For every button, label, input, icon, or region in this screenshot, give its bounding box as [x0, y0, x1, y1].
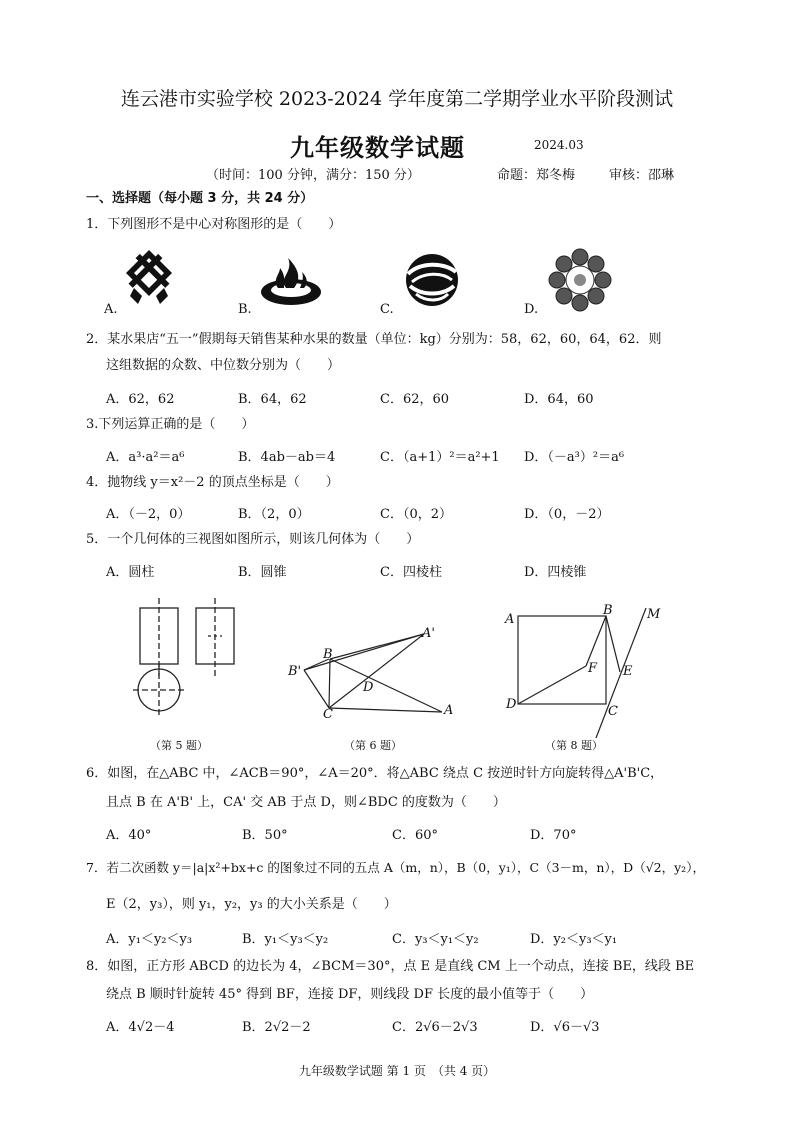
- q5-option-d: D．四棱锥: [524, 565, 587, 580]
- q5-option-b: B．圆锥: [238, 565, 287, 580]
- fig8-label-c: C: [608, 704, 618, 719]
- q7-option-d: D．y₂＜y₃＜y₁: [530, 932, 618, 947]
- fig6-label-c: C: [323, 707, 333, 722]
- fig8-label-d: D: [506, 697, 517, 712]
- q6-option-b: B．50°: [242, 828, 288, 843]
- q6-stem-line1: 6．如图，在△ABC 中，∠ACB＝90°，∠A＝20°．将△ABC 绕点 C 按逆时针方向旋转得△A'B'C，: [86, 766, 664, 781]
- exam-title: 连云港市实验学校 2023-2024 学年度第二学期学业水平阶段测试: [120, 88, 674, 110]
- setter-info: 命题：郑冬梅: [497, 168, 576, 183]
- q4-option-b: B．（2，0）: [238, 507, 310, 522]
- page-footer: 九年级数学试题 第 1 页 （共 4 页）: [298, 1064, 496, 1078]
- q7-option-a: A．y₁＜y₂＜y₃: [106, 932, 193, 947]
- q3-stem: 3.下列运算正确的是（ ）: [86, 417, 255, 432]
- q2-option-d: D．64，60: [524, 392, 594, 407]
- q6-stem-line2: 且点 B 在 A'B' 上，CA' 交 AB 于点 D，则∠BDC 的度数为（ ）: [106, 795, 506, 810]
- fig8-square-diagram: [500, 600, 670, 740]
- q5-option-a: A．圆柱: [106, 565, 155, 580]
- q4-option-c: C．（0，2）: [380, 507, 452, 522]
- section-title: 一、选择题（每小题 3 分，共 24 分）: [86, 191, 314, 206]
- fig6-rotation-diagram: [282, 622, 462, 727]
- q8-option-b: B．2√2－2: [242, 1020, 311, 1035]
- q8-stem-line1: 8．如图，正方形 ABCD 的边长为 4，∠BCM＝30°，点 E 是直线 CM 上一个动点，连接 BE，线段 BE: [86, 959, 695, 974]
- q1-figure-b-flame-bowl-icon: [258, 250, 324, 308]
- fig5-caption: （第 5 题）: [150, 739, 208, 752]
- reviewer-info: 审核：邵琳: [609, 168, 675, 183]
- q8-option-c: C．2√6－2√3: [392, 1020, 478, 1035]
- q6-option-c: C．60°: [392, 828, 438, 843]
- fig6-label-d: D: [363, 680, 374, 695]
- q3-option-b: B．4ab－ab＝4: [238, 450, 336, 465]
- q1-figure-d-flower-icon: [548, 248, 612, 312]
- q3-option-d: D．（－a³）²＝a⁶: [524, 450, 625, 465]
- q7-stem-line1: 7．若二次函数 y＝|a|x²+bx+c 的图象过不同的五点 A（m，n），B（0，y₁），C（3－m，n），D（√2，y₂），: [86, 860, 705, 875]
- q1-figure-a-knot-icon: [124, 248, 174, 306]
- q4-option-a: A．（－2，0）: [106, 507, 191, 522]
- q7-option-b: B．y₁＜y₃＜y₂: [242, 932, 329, 947]
- fig6-caption: （第 6 题）: [344, 739, 402, 752]
- q1-stem: 1．下列图形不是中心对称图形的是（ ）: [86, 217, 342, 232]
- q1-option-c: C.: [380, 302, 394, 317]
- fig8-label-e: E: [623, 664, 633, 679]
- fig5-three-views: [128, 598, 248, 723]
- q5-stem: 5．一个几何体的三视图如图所示，则该几何体为（ ）: [86, 532, 420, 547]
- time-info: （时间：100 分钟，满分：150 分）: [206, 168, 420, 183]
- q2-option-c: C．62，60: [380, 392, 450, 407]
- exam-date: 2024.03: [534, 138, 584, 152]
- fig8-label-m: M: [647, 607, 661, 622]
- q2-option-b: B．64，62: [238, 392, 307, 407]
- q8-stem-line2: 绕点 B 顺时针旋转 45° 得到 BF，连接 DF，则线段 DF 长度的最小值等于（ ）: [106, 987, 594, 1002]
- q1-figure-c-swirl-icon: [402, 252, 462, 308]
- q8-option-d: D．√6－√3: [530, 1020, 600, 1035]
- q2-stem-line2: 这组数据的众数、中位数分别为（ ）: [106, 358, 341, 373]
- q6-option-a: A．40°: [106, 828, 152, 843]
- q6-option-d: D．70°: [530, 828, 577, 843]
- q1-option-d: D.: [524, 302, 539, 317]
- fig8-label-f: F: [588, 661, 598, 676]
- q7-option-c: C．y₃＜y₁＜y₂: [392, 932, 479, 947]
- q3-option-a: A．a³·a²＝a⁶: [106, 450, 185, 465]
- q8-option-a: A．4√2－4: [106, 1020, 175, 1035]
- fig6-label-a: A: [444, 703, 454, 718]
- q2-stem-line1: 2．某水果店“五一”假期每天销售某种水果的数量（单位：kg）分别为：58，62，60，64，62．则: [86, 332, 662, 347]
- q2-option-a: A．62，62: [106, 392, 175, 407]
- fig6-label-a-prime: A': [422, 626, 435, 641]
- fig6-label-b: B: [323, 647, 333, 662]
- fig8-caption: （第 8 题）: [545, 739, 603, 752]
- fig6-label-b-prime: B': [288, 664, 302, 679]
- q7-stem-line2: E（2，y₃），则 y₁，y₂，y₃ 的大小关系是（ ）: [106, 897, 397, 912]
- q3-option-c: C．（a+1）²＝a²+1: [380, 450, 500, 465]
- exam-subtitle: 九年级数学试题: [290, 134, 465, 162]
- q4-option-d: D．（0，－2）: [524, 507, 610, 522]
- q1-option-b: B.: [238, 302, 252, 317]
- fig8-label-a: A: [505, 612, 515, 627]
- fig8-label-b: B: [603, 603, 613, 618]
- q1-option-a: A.: [104, 302, 118, 317]
- q5-option-c: C．四棱柱: [380, 565, 442, 580]
- q4-stem: 4．抛物线 y＝x²－2 的顶点坐标是（ ）: [86, 475, 339, 490]
